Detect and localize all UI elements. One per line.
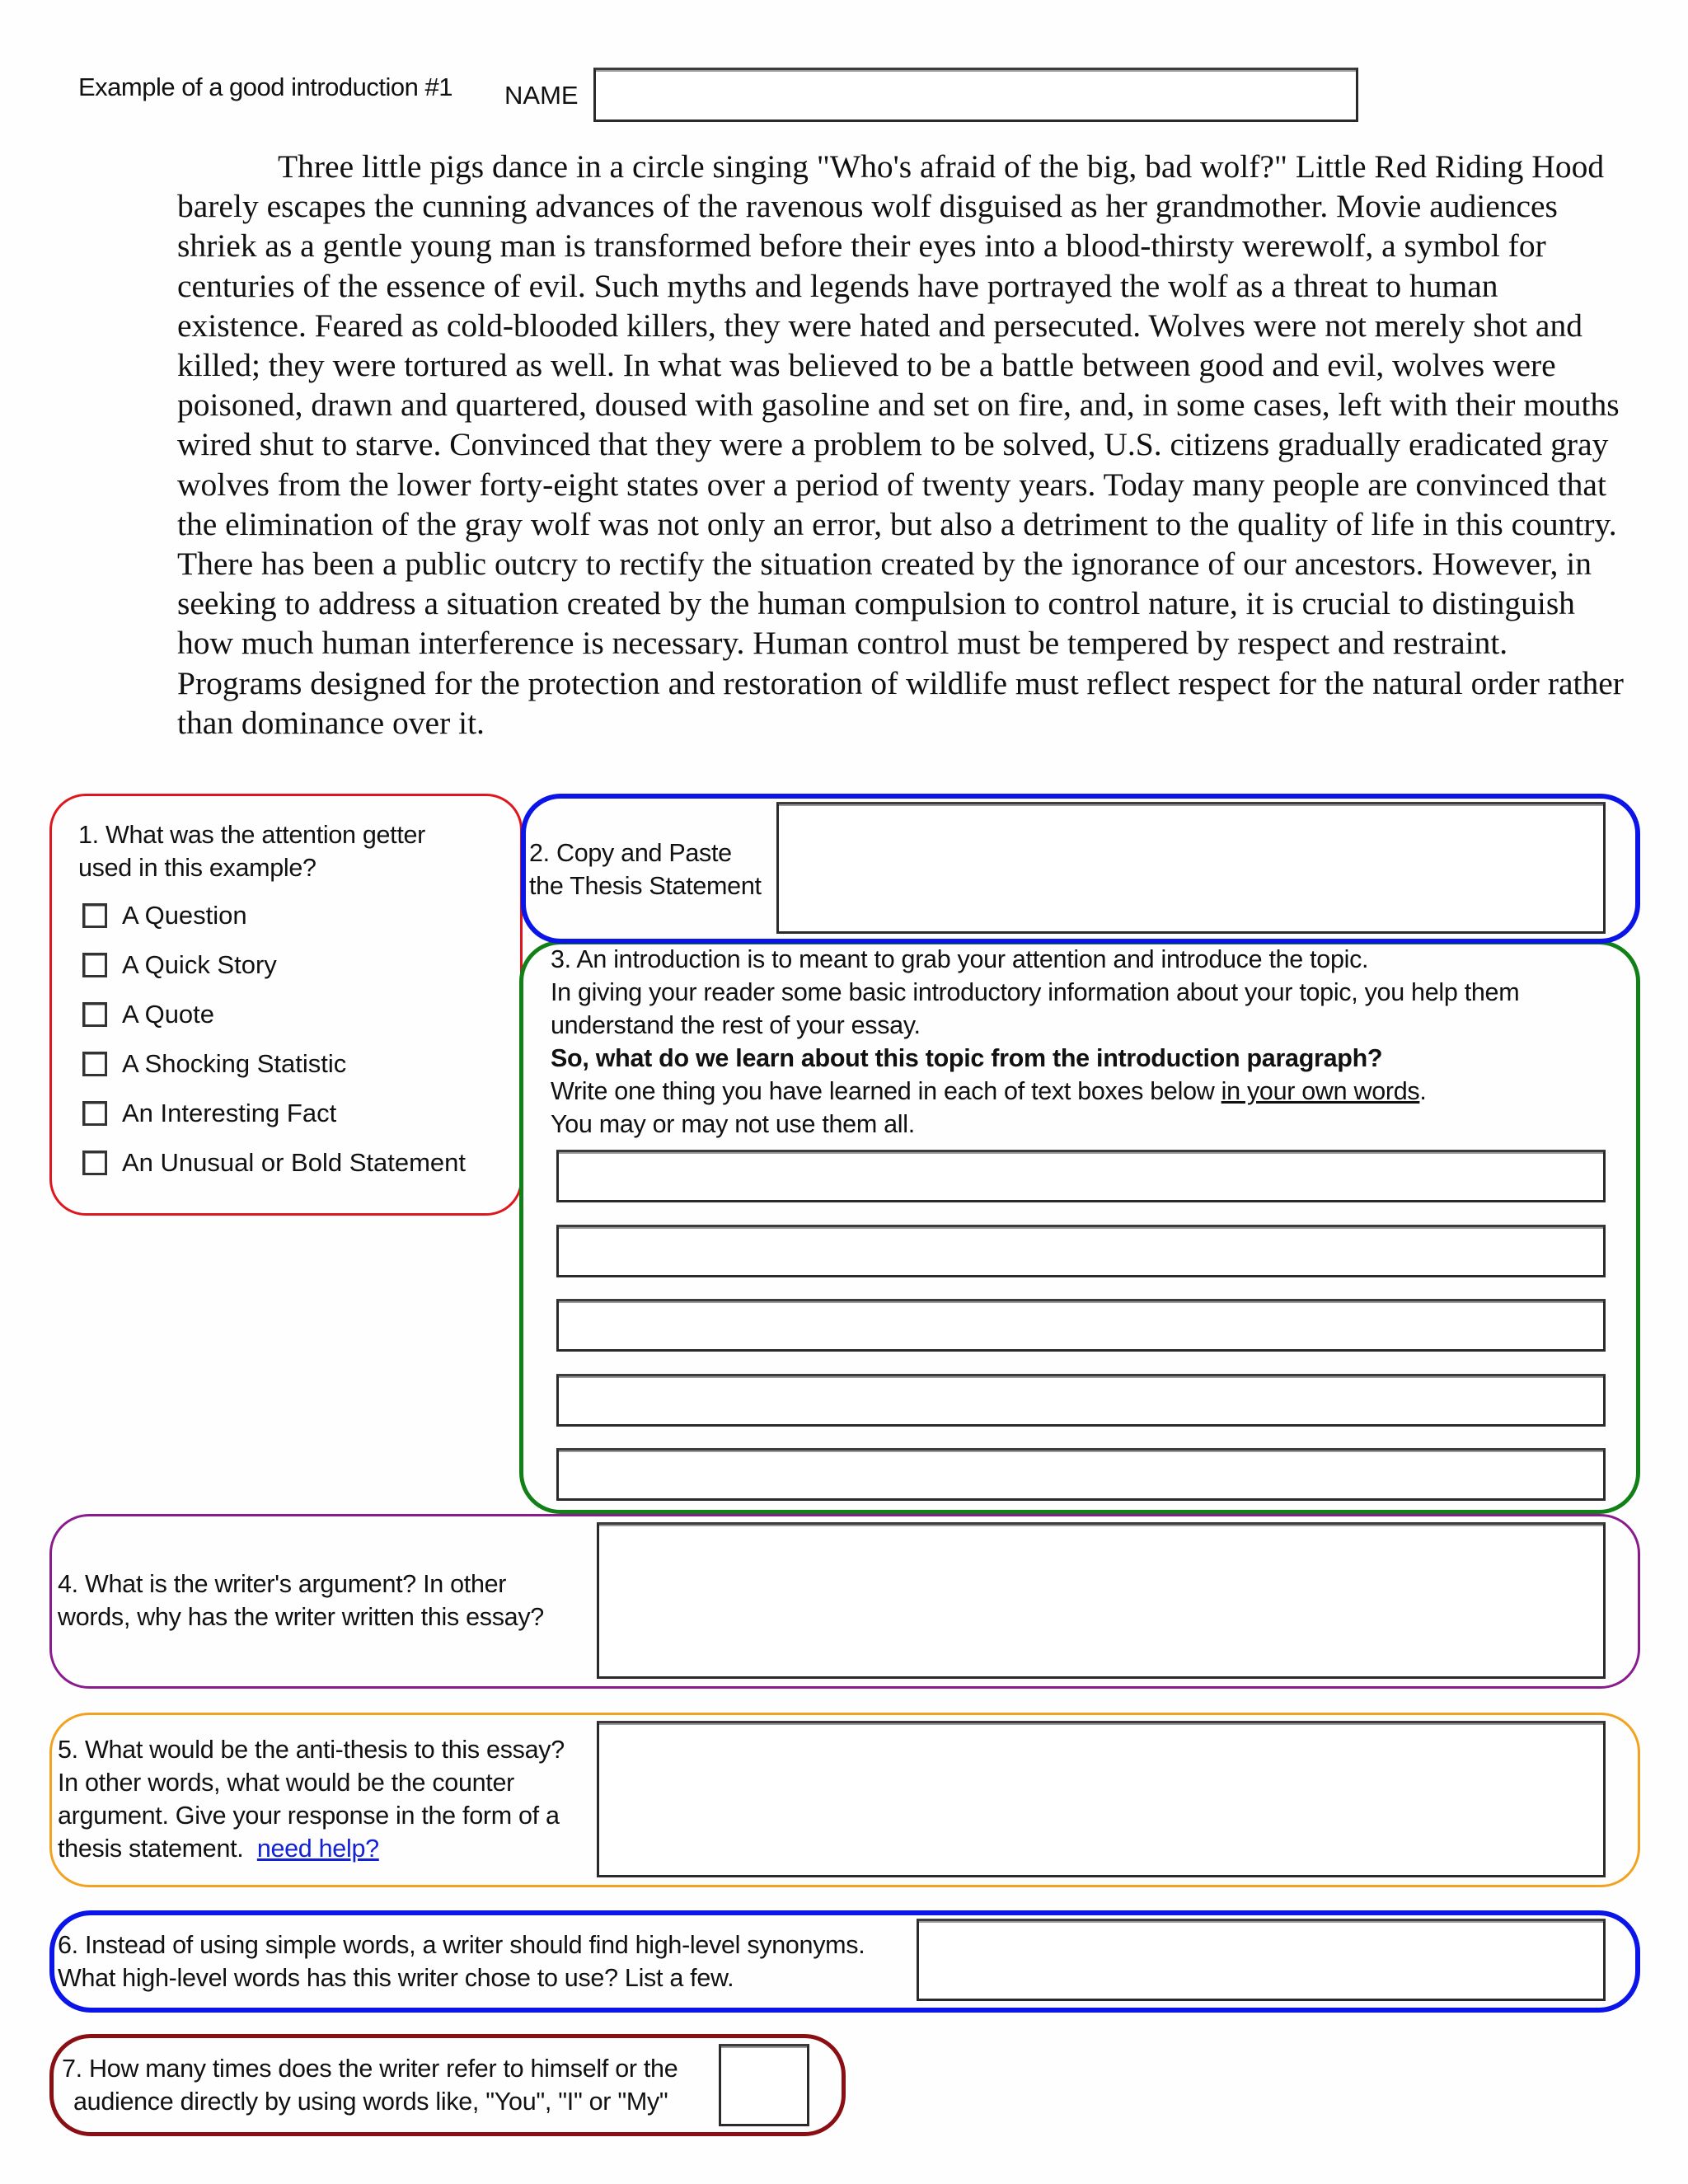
checkbox[interactable]	[82, 1101, 107, 1126]
checkbox[interactable]	[82, 903, 107, 928]
option-a-question[interactable]	[82, 901, 247, 930]
question-6-line-1: 6. Instead of using simple words, a writer should find high-level synonyms.	[58, 1931, 865, 1959]
checkbox[interactable]	[82, 1151, 107, 1175]
question-1-line-2: used in this example?	[78, 854, 316, 882]
option-label: An Unusual or Bold Statement	[122, 1148, 467, 1177]
question-4-line-2: words, why has the writer written this essay?	[58, 1603, 544, 1631]
option-an-interesting-fact[interactable]	[82, 1099, 336, 1128]
question-5-prompt	[58, 1733, 565, 1865]
question-3-answer-3[interactable]	[556, 1299, 1606, 1352]
question-3-line-5-underlined: in your own words	[1221, 1077, 1420, 1105]
writer-argument-input[interactable]	[597, 1522, 1606, 1679]
essay-paragraph	[177, 147, 1629, 743]
option-a-quote[interactable]	[82, 1000, 214, 1029]
worksheet-title: Example of a good introduction #1	[78, 73, 452, 101]
question-3-line-3: understand the rest of your essay.	[551, 1011, 921, 1039]
question-5-line-4	[58, 1832, 565, 1865]
checkbox[interactable]	[82, 953, 107, 977]
anti-thesis-input[interactable]	[597, 1721, 1606, 1877]
option-a-quick-story[interactable]	[82, 950, 277, 980]
question-3-answer-1[interactable]	[556, 1150, 1606, 1202]
question-5-line-2: In other words, what would be the counter	[58, 1769, 514, 1797]
need-help-link[interactable]: need help?	[256, 1835, 379, 1863]
question-3-answer-5[interactable]	[556, 1448, 1606, 1501]
question-1-prompt	[78, 818, 425, 884]
option-label: A Shocking Statistic	[122, 1049, 347, 1078]
checkbox[interactable]	[82, 1052, 107, 1076]
question-3-prompt	[551, 943, 1519, 1141]
name-label: NAME	[504, 81, 579, 110]
high-level-words-input[interactable]	[917, 1919, 1606, 2001]
question-3-line-6: You may or may not use them all.	[551, 1110, 915, 1138]
self-reference-count-input[interactable]	[719, 2044, 809, 2126]
question-5-line-4-text: thesis statement.	[58, 1835, 244, 1863]
option-label: An Interesting Fact	[122, 1099, 337, 1127]
question-3-line-2: In giving your reader some basic introductory information about your topic, you help them	[551, 978, 1520, 1006]
question-3-answer-2[interactable]	[556, 1225, 1606, 1277]
question-6-prompt	[58, 1929, 865, 1994]
option-a-shocking-statistic[interactable]	[82, 1049, 346, 1079]
question-3-line-1: 3. An introduction is to meant to grab your attention and introduce the topic.	[551, 945, 1369, 973]
question-5-line-3: argument. Give your response in the form of a	[58, 1802, 560, 1830]
question-3-answer-4[interactable]	[556, 1374, 1606, 1427]
option-an-unusual-or-bold-statement[interactable]	[82, 1148, 466, 1178]
essay-text: Three little pigs dance in a circle singing "Who's afraid of the big, bad wolf?" Little Red Riding Hood barely escapes the cunning advances of the ravenous wolf disguised as her grandmother. Movie audiences shriek as a gentle young man is transformed before their eyes into a blood-thirsty werewolf, a symbol for centuries of the essence of evil. Such myths and legends have portrayed the wolf as a threat to human existence. Feared as cold-blooded killers, they were hated and persecuted. Wolves were not merely shot and killed; they were tortured as well. In what was believed to be a battle between good and evil, wolves were poisoned, drawn and quartered, doused with gasoline and set on fire, and, in some cases, left with their mouths wired shut to starve. Convinced that they were a problem to be solved, U.S. citizens gradually eradicated gray wolves from the lower forty-eight states over a period of twenty years. Today many people are convinced that the elimination of the gray wolf was not only an error, but also a detriment to the quality of life in this country. There has been a public outcry to rectify the situation created by the ignorance of our ancestors. However, in seeking to address a situation created by the human compulsion to control nature, it is crucial to distinguish how much human interference is necessary. Human control must be tempered by respect and restraint. Programs designed for the protection and restoration of wildlife must reflect respect for the natural order rather than dominance over it.	[177, 148, 1624, 741]
checkbox[interactable]	[82, 1002, 107, 1027]
question-1-line-1: 1. What was the attention getter	[78, 821, 426, 849]
question-2-line-2: the Thesis Statement	[529, 872, 762, 900]
question-2-line-1: 2. Copy and Paste	[529, 839, 732, 867]
question-6-line-2: What high-level words has this writer chose to use? List a few.	[58, 1964, 734, 1992]
question-3-bold-line	[551, 1042, 1519, 1075]
question-4-line-1: 4. What is the writer's argument? In other	[58, 1570, 507, 1598]
question-7-line-2: audience directly by using words like, "You", "I" or "My"	[73, 2088, 668, 2116]
name-input[interactable]	[593, 68, 1358, 122]
question-7-line-1: 7. How many times does the writer refer to himself or the	[62, 2055, 678, 2083]
question-3-line-5	[551, 1075, 1519, 1108]
option-label: A Quick Story	[122, 950, 277, 979]
question-2-prompt	[529, 837, 762, 902]
question-7-prompt	[62, 2052, 678, 2118]
question-3-line-5-post: .	[1419, 1077, 1427, 1105]
question-3-bold-text: So, what do we learn about this topic from the introduction paragraph?	[551, 1044, 1383, 1072]
question-5-line-1: 5. What would be the anti-thesis to this essay?	[58, 1736, 565, 1764]
question-3-line-5-pre: Write one thing you have learned in each of text boxes below	[551, 1077, 1221, 1105]
question-4-prompt	[58, 1568, 544, 1633]
option-label: A Quote	[122, 1000, 215, 1029]
option-label: A Question	[122, 901, 247, 930]
thesis-statement-input[interactable]	[776, 802, 1606, 934]
